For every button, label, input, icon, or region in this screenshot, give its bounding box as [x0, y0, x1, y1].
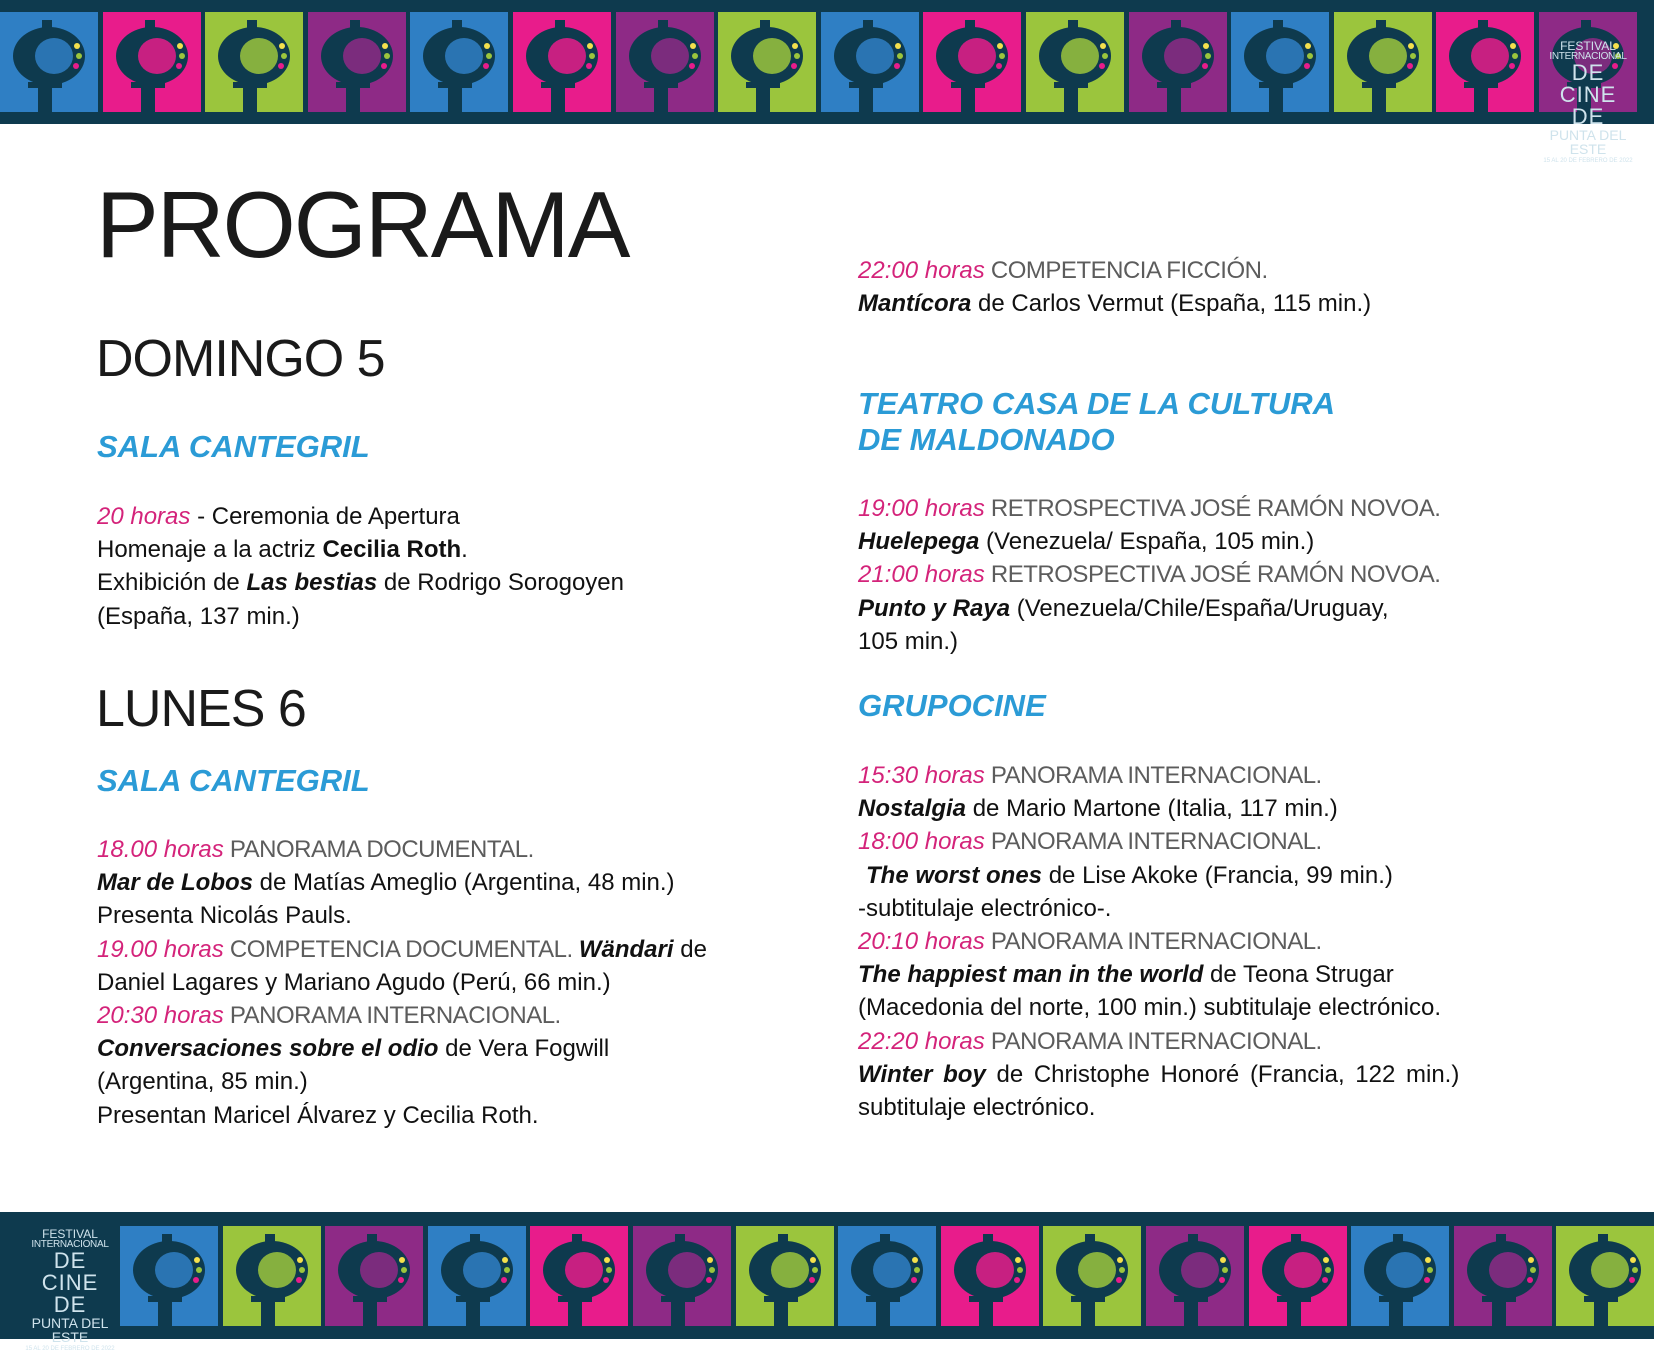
- schedule-line: [97, 533, 624, 566]
- film-title: Huelepega: [858, 528, 980, 556]
- schedule-line: [858, 492, 1440, 525]
- film-title: Wändari: [578, 935, 674, 963]
- film-title: Punto y Raya: [858, 594, 1011, 622]
- section-label: PANORAMA INTERNACIONAL.: [223, 1002, 561, 1030]
- lighthouse-tile-icon: [941, 1226, 1039, 1326]
- lighthouse-tile-icon: [1026, 12, 1124, 112]
- time-label: 20 horas: [97, 503, 191, 530]
- schedule-line: [858, 825, 1459, 858]
- logo-line-4: PUNTA DEL ESTE: [31, 1315, 109, 1345]
- film-details: de Carlos Vermut (España, 115 min.): [971, 290, 1372, 318]
- event-text: de Rodrigo Sorogoyen: [377, 569, 625, 597]
- schedule-line: [97, 500, 624, 533]
- lighthouse-tile-icon: [308, 12, 406, 112]
- venue-line-2: DE MALDONADO: [858, 422, 1115, 457]
- film-details: (Macedonia del norte, 100 min.) subtitulaje electrónico.: [858, 994, 1441, 1022]
- film-details: Presenta Nicolás Pauls.: [97, 902, 352, 930]
- logo-line-1: FESTIVAL: [1560, 39, 1616, 53]
- section-label: COMPETENCIA FICCIÓN.: [984, 257, 1268, 284]
- schedule-line: [97, 600, 624, 633]
- film-details: subtitulaje electrónico.: [858, 1094, 1096, 1122]
- venue-line-1: TEATRO CASA DE LA CULTURA: [858, 386, 1336, 421]
- film-title: Conversaciones sobre el odio: [97, 1035, 439, 1063]
- schedule-line: [858, 991, 1459, 1024]
- film-details: Daniel Lagares y Mariano Agudo (Perú, 66 min.): [97, 968, 611, 996]
- schedule-line: [858, 958, 1459, 991]
- lighthouse-tile-icon: [1351, 1226, 1449, 1326]
- section-label: PANORAMA INTERNACIONAL.: [984, 1027, 1322, 1055]
- event-text: .: [461, 536, 468, 564]
- time-label: 18:00 horas: [858, 828, 985, 856]
- event-text: - Ceremonia de Apertura: [190, 503, 460, 530]
- lighthouse-tile-icon: [1146, 1226, 1244, 1326]
- lighthouse-tile-icon: [223, 1226, 321, 1326]
- schedule-line: [858, 925, 1459, 958]
- schedule-line: [97, 966, 707, 999]
- schedule-lunes-cont: [858, 254, 1371, 320]
- film-details: de Lise Akoke (Francia, 99 min.): [1042, 861, 1393, 889]
- film-details: -subtitulaje electrónico-.: [858, 894, 1112, 922]
- film-details: de Matías Ameglio (Argentina, 48 min.): [253, 869, 675, 897]
- section-label: PANORAMA DOCUMENTAL.: [223, 836, 534, 863]
- schedule-line: [858, 892, 1459, 925]
- logo-line-2: INTERNACIONAL: [1549, 51, 1627, 62]
- film-title: The happiest man in the world: [858, 961, 1204, 989]
- time-label: 21:00 horas: [858, 561, 985, 589]
- festival-logo: [24, 1228, 116, 1352]
- time-label: 20:10 horas: [858, 928, 985, 956]
- logo-line-3: DE CINE DE: [41, 1248, 99, 1317]
- film-title: Mantícora: [858, 290, 972, 318]
- venue-heading-lunes: SALA CANTEGRIL: [97, 763, 370, 798]
- venue-heading-domingo: SALA CANTEGRIL: [97, 429, 370, 464]
- lighthouse-tile-icon: [530, 1226, 628, 1326]
- lighthouse-tile-icon: [325, 1226, 423, 1326]
- film-details: de: [673, 935, 707, 963]
- lighthouse-tile-icon: [838, 1226, 936, 1326]
- lighthouse-tile-icon: [923, 12, 1021, 112]
- lighthouse-tile-icon: [410, 12, 508, 112]
- schedule-teatro: [858, 492, 1440, 658]
- section-label: RETROSPECTIVA JOSÉ RAMÓN NOVOA.: [984, 495, 1441, 522]
- section-label: RETROSPECTIVA JOSÉ RAMÓN NOVOA.: [984, 561, 1441, 589]
- logo-line-5: 15 AL 20 DE FEBRERO DE 2022: [25, 1346, 115, 1352]
- film-details: 105 min.): [858, 627, 959, 655]
- schedule-line: [97, 566, 624, 599]
- time-label: 18.00 horas: [97, 836, 224, 863]
- schedule-line: [858, 254, 1371, 287]
- time-label: 19.00 horas: [97, 935, 224, 963]
- lighthouse-tile-icon: [736, 1226, 834, 1326]
- schedule-lunes: [97, 833, 707, 1132]
- honoree-name: Cecilia Roth: [322, 536, 462, 564]
- section-label: PANORAMA INTERNACIONAL.: [984, 928, 1322, 956]
- schedule-line: [858, 592, 1440, 625]
- header-band: [0, 0, 1654, 164]
- lighthouse-tile-icon: [1334, 12, 1432, 112]
- schedule-line: [858, 1091, 1459, 1124]
- lighthouse-tile-icon: [633, 1226, 731, 1326]
- lighthouse-tile-icon: [1556, 1226, 1654, 1326]
- film-title: The worst ones: [866, 861, 1043, 889]
- logo-line-4: PUNTA DEL ESTE: [1549, 127, 1627, 157]
- schedule-domingo: [97, 500, 624, 633]
- day-heading-domingo: DOMINGO 5: [96, 330, 385, 388]
- time-label: 20:30 horas: [97, 1002, 224, 1030]
- film-details: de Vera Fogwill: [438, 1035, 610, 1063]
- schedule-line: [97, 833, 707, 866]
- page-title: PROGRAMA: [96, 172, 629, 277]
- film-title: Las bestias: [246, 569, 378, 597]
- event-text: (España, 137 min.): [97, 602, 300, 630]
- film-title: Winter boy: [858, 1060, 986, 1088]
- schedule-grupocine: [858, 759, 1459, 1124]
- film-details: (Venezuela/ España, 105 min.): [979, 528, 1315, 556]
- festival-logo: [1542, 40, 1634, 164]
- schedule-line: [97, 1032, 707, 1065]
- schedule-line: [858, 792, 1459, 825]
- event-text: Homenaje a la actriz: [97, 536, 323, 564]
- time-label: 19:00 horas: [858, 495, 985, 522]
- film-title: Nostalgia: [858, 795, 967, 823]
- lighthouse-tile-icon: [1043, 1226, 1141, 1326]
- section-label: COMPETENCIA DOCUMENTAL.: [223, 935, 579, 963]
- lighthouse-tile-icon: [718, 12, 816, 112]
- time-label: 15:30 horas: [858, 762, 985, 789]
- schedule-line: [858, 1025, 1459, 1058]
- logo-line-5: 15 AL 20 DE FEBRERO DE 2022: [1543, 158, 1633, 164]
- film-details: (Argentina, 85 min.): [97, 1068, 308, 1096]
- schedule-line: [858, 859, 1459, 892]
- lighthouse-tile-icon: [103, 12, 201, 112]
- film-details: de Christophe Honoré (Francia, 122 min.): [985, 1060, 1460, 1088]
- schedule-line: [97, 933, 707, 966]
- schedule-line: [97, 866, 707, 899]
- lighthouse-tile-icon: [1231, 12, 1329, 112]
- schedule-line: [858, 558, 1440, 591]
- lighthouse-tile-icon: [120, 1226, 218, 1326]
- schedule-line: [97, 999, 707, 1032]
- venue-heading-grupocine: GRUPOCINE: [858, 688, 1046, 723]
- footer-band: [0, 1212, 1654, 1352]
- schedule-line: [97, 1065, 707, 1098]
- day-heading-lunes: LUNES 6: [96, 680, 306, 738]
- logo-line-3: DE CINE DE: [1559, 60, 1617, 129]
- lighthouse-tile-icon: [428, 1226, 526, 1326]
- film-details: (Venezuela/Chile/España/Uruguay,: [1010, 594, 1389, 622]
- lighthouse-tile-icon: [0, 12, 98, 112]
- schedule-line: [858, 287, 1371, 320]
- lighthouse-tile-icon: [1129, 12, 1227, 112]
- logo-line-1: FESTIVAL: [42, 1227, 98, 1241]
- schedule-line: [858, 1058, 1459, 1091]
- logo-line-2: INTERNACIONAL: [31, 1239, 109, 1250]
- event-text: Exhibición de: [97, 569, 247, 597]
- time-label: 22:20 horas: [858, 1027, 985, 1055]
- lighthouse-tile-icon: [205, 12, 303, 112]
- lighthouse-tile-icon: [1249, 1226, 1347, 1326]
- schedule-line: [97, 1099, 707, 1132]
- section-label: PANORAMA INTERNACIONAL.: [984, 762, 1322, 789]
- time-label: 22:00 horas: [858, 257, 985, 284]
- film-details: de Mario Martone (Italia, 117 min.): [966, 795, 1338, 823]
- lighthouse-tile-icon: [821, 12, 919, 112]
- venue-heading-teatro: [858, 386, 1335, 458]
- schedule-line: [858, 625, 1440, 658]
- lighthouse-tile-icon: [1436, 12, 1534, 112]
- section-label: PANORAMA INTERNACIONAL.: [984, 828, 1322, 856]
- film-details: de Teona Strugar: [1203, 961, 1394, 989]
- lighthouse-tile-icon: [1454, 1226, 1552, 1326]
- film-title: Mar de Lobos: [97, 869, 254, 897]
- schedule-line: [97, 899, 707, 932]
- film-details: Presentan Maricel Álvarez y Cecilia Roth.: [97, 1101, 539, 1129]
- schedule-line: [858, 759, 1459, 792]
- schedule-line: [858, 525, 1440, 558]
- lighthouse-tile-icon: [616, 12, 714, 112]
- lighthouse-tile-icon: [513, 12, 611, 112]
